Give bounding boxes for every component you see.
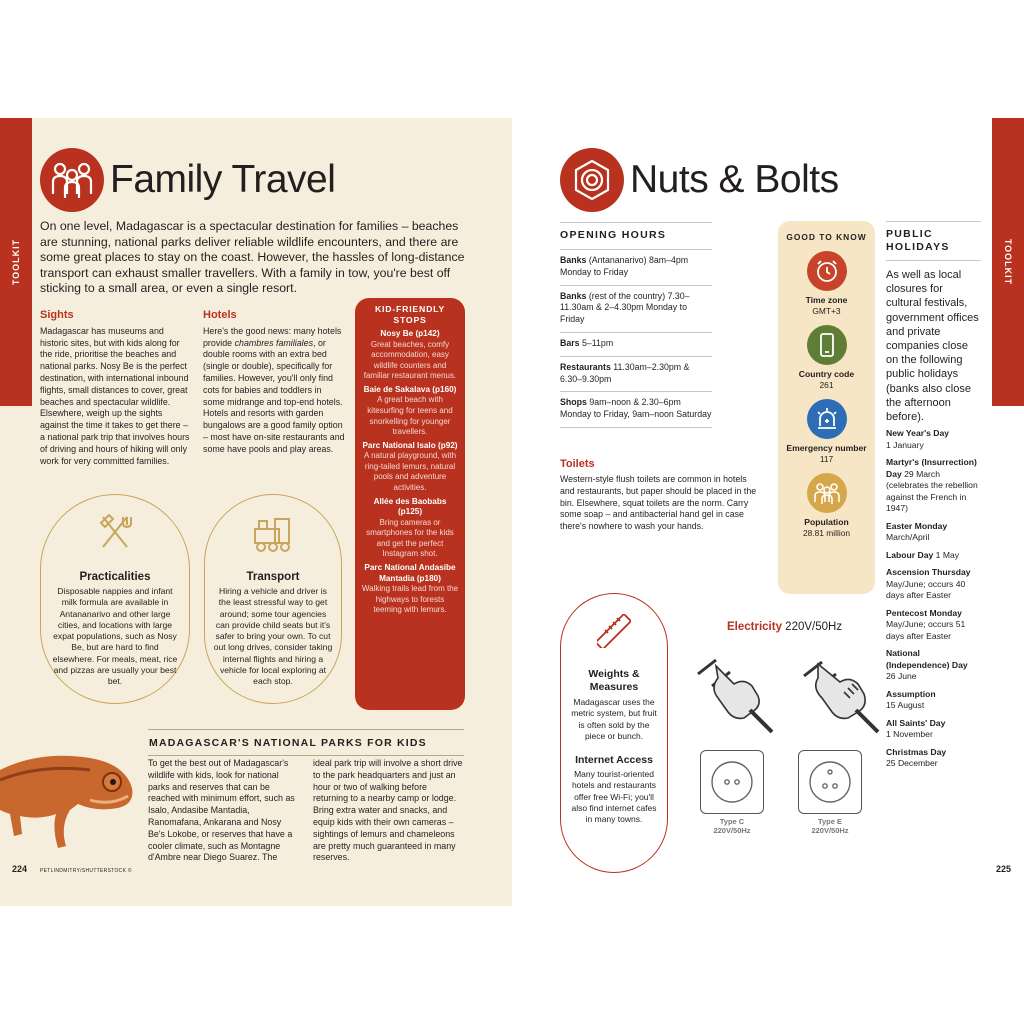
practicalities-title: Practicalities: [79, 571, 151, 583]
opening-hours-row: Banks (Antananarivo) 8am–4pm Monday to Friday: [560, 250, 712, 286]
internet-title: Internet Access: [575, 754, 653, 767]
toolkit-tab-right: [992, 118, 1024, 406]
transport-title: Transport: [246, 571, 300, 583]
photo-credit: PETLINDMITRY/SHUTTERSTOCK ©: [40, 868, 132, 874]
transport-pill: [204, 494, 342, 704]
emergency-value: 117: [819, 454, 834, 464]
hotels-heading: Hotels: [203, 309, 237, 321]
weights-text: Madagascar uses the metric system, but fruit is often sold by the piece or bunch.: [571, 697, 657, 741]
right-page: [512, 118, 1024, 906]
holiday-item: New Year's Day 1 January: [886, 428, 950, 450]
hotels-section: [203, 310, 345, 456]
good-to-know-title: GOOD TO KNOW: [786, 232, 867, 242]
toolkit-tab-label: TOOLKIT: [1003, 238, 1013, 286]
weights-internet-pill: [560, 593, 668, 873]
page-number-right: 225: [996, 864, 1012, 874]
page-title: Family Travel: [110, 158, 336, 201]
kid-stop-desc: Bring cameras or smartphones for the kids and get the perfect Instagram shot.: [366, 517, 454, 559]
holiday-item: Assumption 15 August: [886, 688, 936, 711]
opening-hours-row: Restaurants 11.30am–2.30pm & 6.30–9.30pm: [560, 357, 712, 393]
people-icon: [807, 473, 847, 513]
nut-icon: [560, 148, 624, 212]
opening-hours-section: [560, 222, 712, 428]
opening-hours-heading: OPENING HOURS: [560, 222, 712, 250]
socket-type-e-label: Type E 220V/50Hz: [811, 817, 849, 835]
holiday-item: Labour Day 1 May: [886, 549, 960, 560]
practicalities-pill: [40, 494, 190, 704]
hotels-text: Here's the good news: many hotels provide chambres familiales, or double rooms with an extra bed (single or double), specifically for families. However, you'll only find cots for babies and toddlers in some midrange and top-end hotels. Hotels and resorts with garden bungalows are a good family option – most have on-site restaurants and some have pools and play areas.: [203, 325, 345, 454]
country-code-value: 261: [819, 380, 834, 390]
socket-type-c-label: Type C 220V/50Hz: [713, 817, 751, 835]
page-number-left: 224: [12, 864, 28, 874]
internet-text: Many tourist-oriented hotels and restaurants offer free Wi-Fi; you'll also find internet cafes in many towns.: [571, 769, 657, 825]
opening-hours-row: Bars 5–11pm: [560, 333, 712, 357]
intro-paragraph: On one level, Madagascar is a spectacular destination for families – beaches are stunning, national parks deliver reliable wildlife encounters, and there are some great places to stay on the coast. However, the hassles of long-distance transport can exhaust smaller travellers. With a family in tow, you're best off sticking to a small area, or even a single resort.: [40, 219, 465, 295]
public-holidays-heading: PUBLIC HOLIDAYS: [886, 221, 981, 261]
kid-stop-desc: A natural playground, with ring-tailed lemurs, natural pools and adventure activities.: [363, 451, 457, 493]
chameleon-image: [0, 730, 140, 870]
holiday-item: All Saints' Day 1 November: [886, 717, 946, 740]
holiday-item: Christmas Day 25 December: [886, 746, 947, 769]
sights-section: [40, 310, 192, 467]
cutlery-icon: [51, 513, 179, 557]
holiday-item: Martyr's (Insurrection) Day 29 March (celebrates the rebellion against the French in 1947): [886, 457, 978, 514]
holiday-item: Ascension Thursday May/June; occurs 40 days after Easter: [886, 567, 971, 601]
plug-type-e-icon: [792, 648, 882, 734]
ruler-icon: [561, 614, 667, 650]
phone-icon: [807, 325, 847, 365]
sights-heading: Sights: [40, 309, 74, 321]
train-icon: [213, 513, 333, 557]
kid-stop-desc: A great beach with kitesurfing for teens and snorkelling for younger travellers.: [367, 395, 453, 437]
opening-hours-row: Banks (rest of the country) 7.30–11.30am & 2–4.30pm Monday to Friday: [560, 286, 712, 333]
kid-stop-name: Allée des Baobabs (p125): [373, 496, 447, 517]
kid-stop-name: Baie de Sakalava (p160): [363, 384, 457, 394]
time-zone-label: Time zone: [805, 295, 848, 305]
toolkit-tab-label: TOOLKIT: [11, 238, 21, 286]
good-to-know-box: [778, 221, 875, 594]
left-page: [0, 118, 512, 906]
weights-title: Weights & Measures: [588, 668, 640, 693]
toilets-section: [560, 458, 760, 533]
electricity-heading: Electricity 220V/50Hz: [727, 621, 843, 633]
toilets-text: Western-style flush toilets are common in hotels and restaurants, but paper should be placed in the bin. Elsewhere, squat toilets are the norm. Carry some soap – and antibacterial hand gel in case there's nowhere to wash your hands.: [560, 474, 757, 532]
kid-stop-name: Parc National Isalo (p92): [362, 440, 458, 450]
socket-type-e-icon: [798, 750, 862, 814]
family-icon: [40, 148, 104, 212]
sights-text: Madagascar has museums and historic sites, but with kids along for the ride, prioritise the beaches and national parks. Nosy Be is the perfect destination, with international inbound flights, small distances to cover, great beaches and spectacular wildlife. Elsewhere, weigh up the sights against the time it takes to get there – a national park trip that involves hours of driving and hours of hiking will only work for very committed families.: [40, 325, 190, 466]
clock-icon: [807, 251, 847, 291]
emergency-label: Emergency number: [786, 443, 867, 453]
kid-friendly-title: KID-FRIENDLY STOPS: [374, 304, 446, 325]
country-code-label: Country code: [798, 369, 855, 379]
population-label: Population: [804, 517, 849, 527]
parks-title: MADAGASCAR'S NATIONAL PARKS FOR KIDS: [148, 729, 464, 756]
kid-stop-name: Parc National Andasibe Mantadia (p180): [364, 563, 456, 583]
holiday-item: National (Independence) Day 26 June: [886, 648, 968, 682]
holiday-item: Easter Monday March/April: [886, 520, 948, 543]
parks-col-1: To get the best out of Madagascar's wildlife with kids, look for national parks and reserves that can be reached with minimum effort, such as Isalo, Andasibe Mantadia, Ranomafana, Ankarana and Nosy Be's Lokobe, or reserves that have a cooler climate, such as Montagne d'Ambre near Diego Suarez. The: [148, 758, 295, 863]
siren-icon: [807, 399, 847, 439]
transport-text: Hiring a vehicle and driver is the least stressful way to get around; some tour agencies can provide child seats but it's safer to bring your own. To cut out long drives, consider taking internal flights and hiring a vehicle for local exploring at each stop.: [213, 586, 333, 687]
kid-friendly-stops-box: [355, 298, 465, 710]
toilets-heading: Toilets: [560, 458, 595, 470]
plug-type-c-icon: [688, 648, 778, 734]
holiday-item: Pentecost Monday May/June; occurs 51 days after Easter: [886, 607, 966, 641]
socket-type-c-icon: [700, 750, 764, 814]
kid-stop-desc: Walking trails lead from the highways to forests teeming with lemurs.: [361, 584, 459, 615]
page-title: Nuts & Bolts: [630, 158, 839, 201]
parks-col-2: ideal park trip will involve a short drive to the park headquarters and just an hour or two of walking before returning to a nearby camp or lodge. Bring extra water and snacks, and equip kids with their own cameras – sightings of lemurs and chameleons are pretty much guaranteed in many reserves.: [313, 758, 463, 863]
kid-stop-name: Nosy Be (p142): [380, 329, 440, 338]
practicalities-text: Disposable nappies and infant milk formula are available in Antananarivo and other large cities, and locations with large expat populations, such as Nosy Be, but are hard to find elsewhere. For meals, meat, rice and pizzas are usually your best bet.: [52, 586, 178, 687]
opening-hours-row: Shops 9am–noon & 2.30–6pm Monday to Friday, 9am–noon Saturday: [560, 392, 712, 428]
population-value: 28.81 million: [802, 528, 851, 538]
time-zone-value: GMT+3: [812, 306, 841, 316]
toolkit-tab-left: [0, 118, 32, 406]
public-holidays-intro: As well as local closures for cultural festivals, government offices and private companies close on the following public holidays (banks also close the afternoon before).: [886, 269, 979, 424]
public-holidays-section: [886, 221, 981, 776]
kid-stop-desc: Great beaches, comfy accommodation, easy wildlife counters and familiar restaurant menus.: [363, 339, 457, 381]
